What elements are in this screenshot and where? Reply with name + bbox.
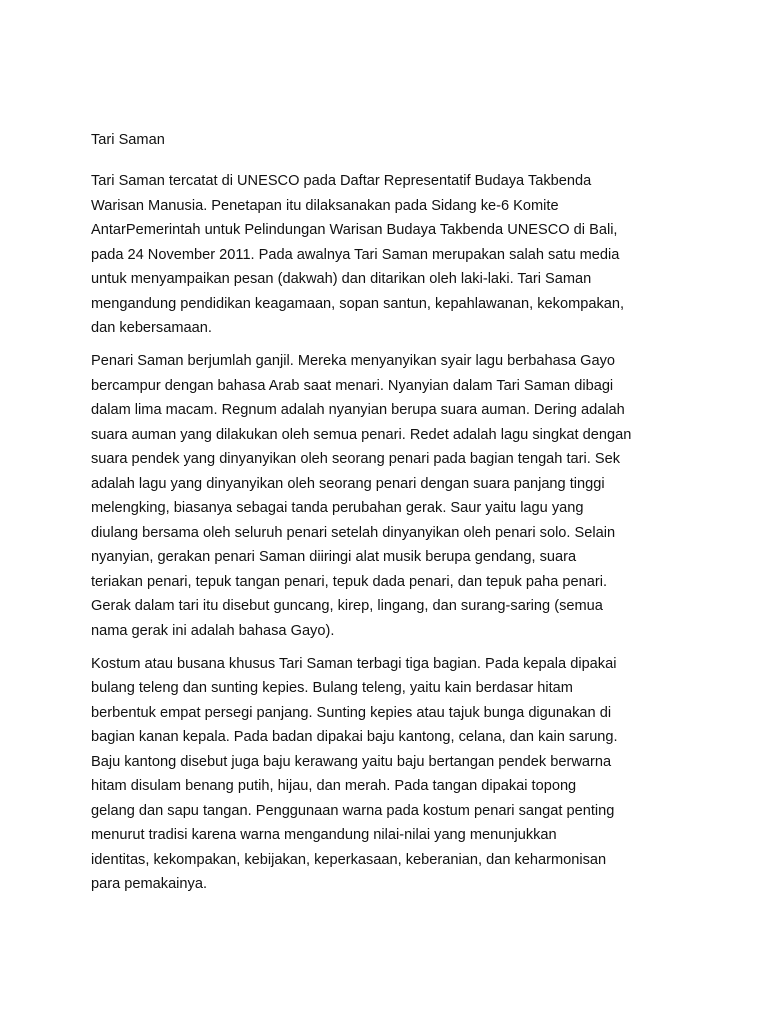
text-line: bagian kanan kepala. Pada badan dipakai baju kantong, celana, dan kain sarung. — [91, 729, 618, 745]
text-line: menurut tradisi karena warna mengandung nilai-nilai yang menunjukkan — [91, 827, 557, 843]
text-line: pada 24 November 2011. Pada awalnya Tari Saman merupakan salah satu media — [91, 246, 620, 263]
document-body — [91, 128, 691, 905]
text-line: untuk menyampaikan pesan (dakwah) dan ditarikan oleh laki-laki. Tari Saman — [91, 271, 592, 287]
text-line: identitas, kekompakan, kebijakan, keperkasaan, keberanian, dan keharmonisan — [91, 851, 607, 868]
text-line: nama gerak ini adalah bahasa Gayo). — [91, 622, 335, 639]
text-line: adalah lagu yang dinyanyikan oleh seorang penari dengan suara panjang tinggi — [91, 475, 605, 492]
text-line: berbentuk empat persegi panjang. Sunting kepies atau tajuk bunga digunakan di — [91, 704, 612, 721]
text-line: gelang dan sapu tangan. Penggunaan warna pada kostum penari sangat penting — [91, 802, 615, 819]
paragraph-unesco — [91, 169, 691, 341]
text-line: Penari Saman berjumlah ganjil. Mereka menyanyikan syair lagu berbahasa Gayo — [91, 353, 616, 369]
text-line: Kostum atau busana khusus Tari Saman terbagi tiga bagian. Pada kepala dipakai — [91, 655, 617, 672]
paragraph-kostum — [91, 652, 691, 897]
text-line: diulang bersama oleh seluruh penari setelah dinyanyikan oleh penari solo. Selain — [91, 524, 616, 541]
text-line: Gerak dalam tari itu disebut guncang, kirep, lingang, dan surang-saring (semua — [91, 598, 603, 614]
text-line: suara auman yang dilakukan oleh semua penari. Redet adalah lagu singkat dengan — [91, 426, 632, 443]
text-line: mengandung pendidikan keagamaan, sopan santun, kepahlawanan, kekompakan, — [91, 295, 625, 312]
text-line: nyanyian, gerakan penari Saman diiringi alat musik berupa gendang, suara — [91, 549, 577, 565]
text-line: dalam lima macam. Regnum adalah nyanyian berupa suara auman. Dering adalah — [91, 402, 625, 418]
text-line: dan kebersamaan. — [91, 320, 212, 336]
text-line: AntarPemerintah untuk Pelindungan Warisan Budaya Takbenda UNESCO di Bali, — [91, 222, 618, 238]
text-line: suara pendek yang dinyanyikan oleh seorang penari pada bagian tengah tari. Sek — [91, 451, 621, 467]
text-line: Tari Saman tercatat di UNESCO pada Daftar Representatif Budaya Takbenda — [91, 173, 592, 189]
text-line: bercampur dengan bahasa Arab saat menari. Nyanyian dalam Tari Saman dibagi — [91, 377, 614, 394]
paragraph-penari — [91, 349, 691, 643]
text-line: hitam disulam benang putih, hijau, dan merah. Pada tangan dipakai topong — [91, 778, 577, 794]
text-line: Warisan Manusia. Penetapan itu dilaksanakan pada Sidang ke-6 Komite — [91, 197, 559, 214]
text-line: Baju kantong disebut juga baju kerawang yaitu baju bertangan pendek berwarna — [91, 753, 612, 770]
text-line: teriakan penari, tepuk tangan penari, tepuk dada penari, dan tepuk paha penari. — [91, 573, 608, 590]
document-title: Tari Saman — [91, 132, 165, 148]
text-line: melengking, biasanya sebagai tanda perubahan gerak. Saur yaitu lagu yang — [91, 500, 584, 516]
text-line: bulang teleng dan sunting kepies. Bulang teleng, yaitu kain berdasar hitam — [91, 680, 573, 696]
text-line: para pemakainya. — [91, 876, 208, 892]
